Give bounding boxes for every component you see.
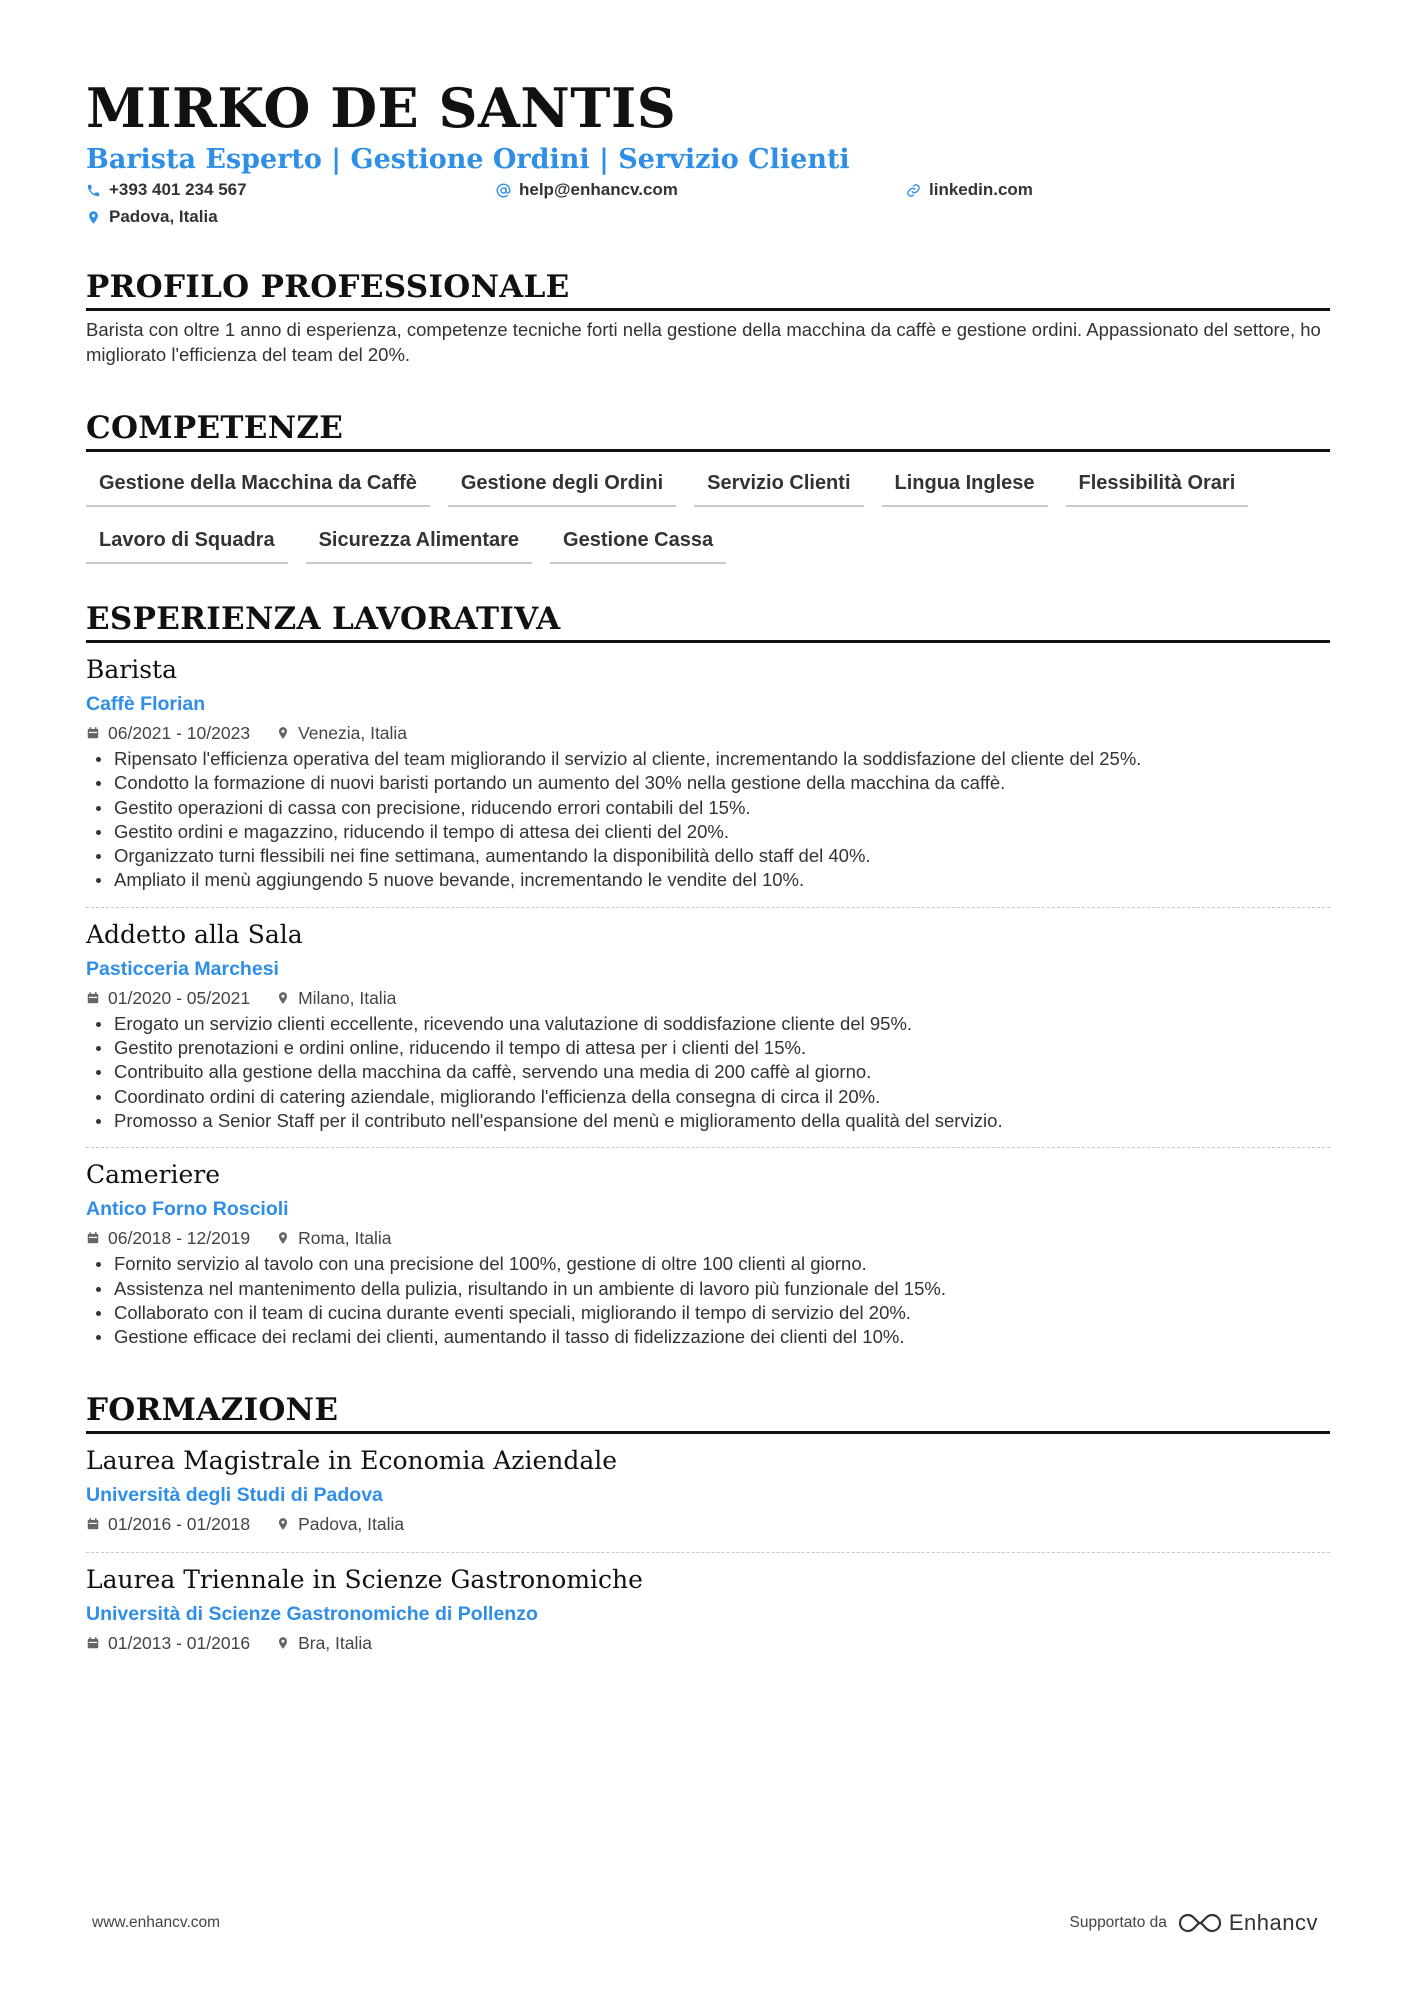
- job-meta: [86, 719, 1330, 747]
- education-dates-text: 01/2013 - 01/2016: [108, 1633, 251, 1654]
- job-meta: [86, 984, 1330, 1012]
- education-section: [86, 1391, 1330, 1665]
- job-dates: [86, 1224, 250, 1252]
- bullet-item: Coordinato ordini di catering aziendale, migliorando l'efficienza della consegna di circa il 20%.: [114, 1085, 1330, 1109]
- company-name: Caffè Florian: [86, 693, 206, 715]
- email-text: help@enhancv.com: [519, 180, 678, 199]
- location-pin-icon: [276, 991, 290, 1005]
- location-pin-icon: [276, 1517, 290, 1531]
- job-location: [276, 984, 396, 1012]
- location-pin-icon: [276, 1231, 290, 1245]
- education-location-text: Padova, Italia: [298, 1514, 405, 1535]
- calendar-icon: [86, 1517, 100, 1531]
- job-bullets: [86, 1012, 1330, 1133]
- job-bullets: [86, 1252, 1330, 1349]
- education-entry: [86, 1444, 1330, 1546]
- company-name: Antico Forno Roscioli: [86, 1198, 289, 1221]
- calendar-icon: [86, 1636, 100, 1650]
- job-dates: [86, 719, 250, 747]
- job-location: [276, 1224, 391, 1252]
- skill-tag: Sicurezza Alimentare: [306, 523, 532, 564]
- company-name: Pasticceria Marchesi: [86, 957, 279, 980]
- skill-tag: Gestione Cassa: [550, 523, 726, 564]
- bullet-item: Condotto la formazione di nuovi baristi portando un aumento del 30% nella gestione della macchina da caffè.: [114, 771, 1330, 795]
- footer: [92, 1910, 1318, 1936]
- skill-tag: Flessibilità Orari: [1066, 466, 1249, 507]
- education-meta: [86, 1629, 1330, 1657]
- degree-title: Laurea Magistrale in Economia Aziendale: [86, 1446, 618, 1476]
- job-entry: [86, 1147, 1330, 1357]
- job-dates-text: 01/2020 - 05/2021: [108, 987, 251, 1008]
- skill-tag: Servizio Clienti: [694, 466, 863, 507]
- bullet-item: Ripensato l'efficienza operativa del team migliorando il servizio al cliente, incrementando la soddisfazione del cliente del 25%.: [114, 747, 1330, 771]
- bullet-item: Collaborato con il team di cucina durante eventi speciali, migliorando il tempo di servizio del 20%.: [114, 1301, 1330, 1325]
- job-location-text: Roma, Italia: [298, 1228, 392, 1249]
- education-dates-text: 01/2016 - 01/2018: [108, 1514, 251, 1535]
- powered-by: [1069, 1910, 1318, 1936]
- candidate-name: MIRKO DE SANTIS: [86, 76, 677, 140]
- profile-title: PROFILO PROFESSIONALE: [86, 268, 1330, 311]
- headline: Barista Esperto | Gestione Ordini | Servizio Clienti: [86, 144, 850, 175]
- skills-list: [86, 466, 1336, 580]
- job-dates: [86, 984, 250, 1012]
- education-title: FORMAZIONE: [86, 1391, 1330, 1434]
- job-location: [276, 719, 407, 747]
- contact-phone[interactable]: [86, 180, 247, 200]
- job-dates-text: 06/2021 - 10/2023: [108, 723, 251, 743]
- experience-section: [86, 600, 1330, 1357]
- bullet-item: Gestito ordini e magazzino, riducendo il tempo di attesa dei clienti del 20%.: [114, 820, 1330, 844]
- skill-tag: Gestione degli Ordini: [448, 466, 676, 507]
- experience-title: ESPERIENZA LAVORATIVA: [86, 600, 1330, 643]
- skills-title: COMPETENZE: [86, 409, 1330, 452]
- bullet-item: Promosso a Senior Staff per il contributo nell'espansione del menù e miglioramento della qualità del servizio.: [114, 1109, 1330, 1133]
- education-location: [276, 1629, 372, 1657]
- calendar-icon: [86, 991, 100, 1005]
- footer-website[interactable]: www.enhancv.com: [92, 1914, 221, 1931]
- bullet-item: Erogato un servizio clienti eccellente, ricevendo una valutazione di soddisfazione cliente del 95%.: [114, 1012, 1330, 1036]
- school-name: Università degli Studi di Padova: [86, 1484, 383, 1507]
- skill-tag: Gestione della Macchina da Caffè: [86, 466, 430, 507]
- location-pin-icon: [276, 726, 290, 740]
- profile-section: [86, 268, 1330, 367]
- contact-location: [86, 207, 218, 227]
- job-dates-text: 06/2018 - 12/2019: [108, 1228, 251, 1249]
- bullet-item: Organizzato turni flessibili nei fine settimana, aumentando la disponibilità dello staff del 40%.: [114, 844, 1330, 868]
- enhancv-logo-icon: [1177, 1911, 1223, 1935]
- bullet-item: Ampliato il menù aggiungendo 5 nuove bevande, incrementando le vendite del 10%.: [114, 868, 1330, 892]
- education-entry: [86, 1552, 1330, 1665]
- education-location-text: Bra, Italia: [298, 1633, 373, 1654]
- job-meta: [86, 1224, 1330, 1252]
- phone-text: +393 401 234 567: [109, 180, 247, 199]
- school-name: Università di Scienze Gastronomiche di Pollenzo: [86, 1603, 538, 1626]
- job-title: Addetto alla Sala: [86, 919, 303, 949]
- job-location-text: Milano, Italia: [298, 987, 397, 1008]
- phone-icon: [86, 183, 101, 198]
- job-title: Barista: [86, 655, 178, 684]
- job-location-text: Venezia, Italia: [298, 723, 408, 743]
- contact-linkedin[interactable]: [906, 180, 1033, 200]
- skills-section: [86, 409, 1330, 580]
- job-title: Cameriere: [86, 1160, 221, 1190]
- bullet-item: Fornito servizio al tavolo con una precisione del 100%, gestione di oltre 100 clienti al giorno.: [114, 1252, 1330, 1276]
- skill-tag: Lavoro di Squadra: [86, 523, 288, 564]
- linkedin-text: linkedin.com: [929, 180, 1033, 199]
- bullet-item: Assistenza nel mantenimento della pulizia, risultando in un ambiente di lavoro più funzionale del 15%.: [114, 1277, 1330, 1301]
- brand-logo[interactable]: [1177, 1910, 1318, 1936]
- education-meta: [86, 1510, 1330, 1538]
- job-bullets: [86, 747, 1330, 893]
- contact-info: [86, 180, 1330, 238]
- education-location: [276, 1510, 404, 1538]
- contact-email[interactable]: [496, 180, 678, 200]
- resume-page: [86, 76, 1330, 1665]
- location-text: Padova, Italia: [109, 207, 218, 226]
- job-entry: [86, 653, 1330, 901]
- location-pin-icon: [276, 1636, 290, 1650]
- degree-title: Laurea Triennale in Scienze Gastronomiche: [86, 1565, 643, 1595]
- bullet-item: Gestito prenotazioni e ordini online, riducendo il tempo di attesa per i clienti del 15%.: [114, 1036, 1330, 1060]
- calendar-icon: [86, 726, 100, 740]
- profile-summary: Barista con oltre 1 anno di esperienza, competenze tecniche forti nella gestione della macchina da caffè e gestione ordini. Appassionato del settore, ho migliorato l'efficienza del team del 20%.: [86, 319, 1321, 365]
- bullet-item: Contribuito alla gestione della macchina da caffè, servendo una media di 200 caffè al giorno.: [114, 1060, 1330, 1084]
- brand-name: Enhancv: [1228, 1910, 1318, 1935]
- bullet-item: Gestione efficace dei reclami dei clienti, aumentando il tasso di fidelizzazione dei clienti del 10%.: [114, 1325, 1330, 1349]
- link-icon: [906, 183, 921, 198]
- job-entry: [86, 907, 1330, 1141]
- at-sign-icon: [496, 183, 511, 198]
- education-dates: [86, 1629, 250, 1657]
- education-dates: [86, 1510, 250, 1538]
- bullet-item: Gestito operazioni di cassa con precisione, riducendo errori contabili del 15%.: [114, 796, 1330, 820]
- calendar-icon: [86, 1231, 100, 1245]
- skill-tag: Lingua Inglese: [882, 466, 1048, 507]
- location-pin-icon: [86, 210, 101, 225]
- powered-by-label: Supportato da: [1069, 1914, 1167, 1931]
